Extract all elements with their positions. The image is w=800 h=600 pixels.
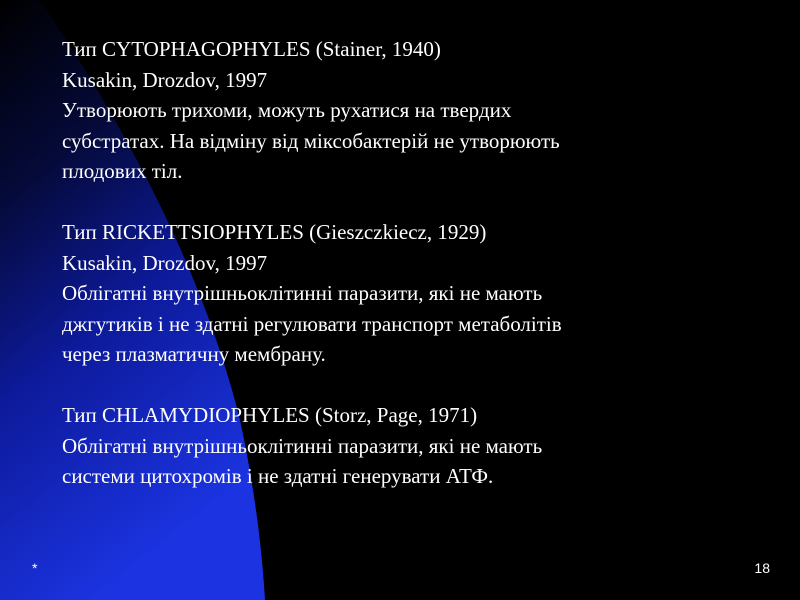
block-chlamydiophyles (62, 400, 762, 492)
text-line: Kusakin, Drozdov, 1997 (62, 67, 268, 92)
text-line: Облігатні внутрішньоклітинні паразити, які не мають (62, 281, 543, 305)
text-line: джгутиків і не здатні регулювати транспорт метаболітів (62, 311, 562, 336)
block-cytophagophyles (62, 34, 762, 187)
text-line: Тип RICKETTSIOPHYLES (Gieszczkiecz, 1929) (62, 220, 487, 244)
text-line: Облігатні внутрішньоклітинні паразити, які не мають (62, 433, 543, 458)
block-rickettsiophyles (62, 217, 762, 370)
text-line: плодових тіл. (62, 159, 183, 183)
text-line: Тип CHLAMYDIOPHYLES (Storz, Page, 1971) (62, 403, 478, 427)
footer-asterisk: * (32, 560, 38, 576)
text-line: Тип CYTOPHAGOPHYLES (Stainer, 1940) (62, 37, 441, 61)
text-line: через плазматичну мембрану. (62, 342, 326, 366)
text-line: Kusakin, Drozdov, 1997 (62, 250, 268, 275)
text-line: Утворюють трихоми, можуть рухатися на твердих (62, 98, 512, 122)
text-line: субстратах. На відміну від міксобактерій не утворюють (62, 128, 560, 153)
page-number: 18 (754, 560, 770, 576)
text-line: системи цитохромів і не здатні генерувати АТФ. (62, 464, 494, 488)
slide-body (62, 34, 762, 492)
